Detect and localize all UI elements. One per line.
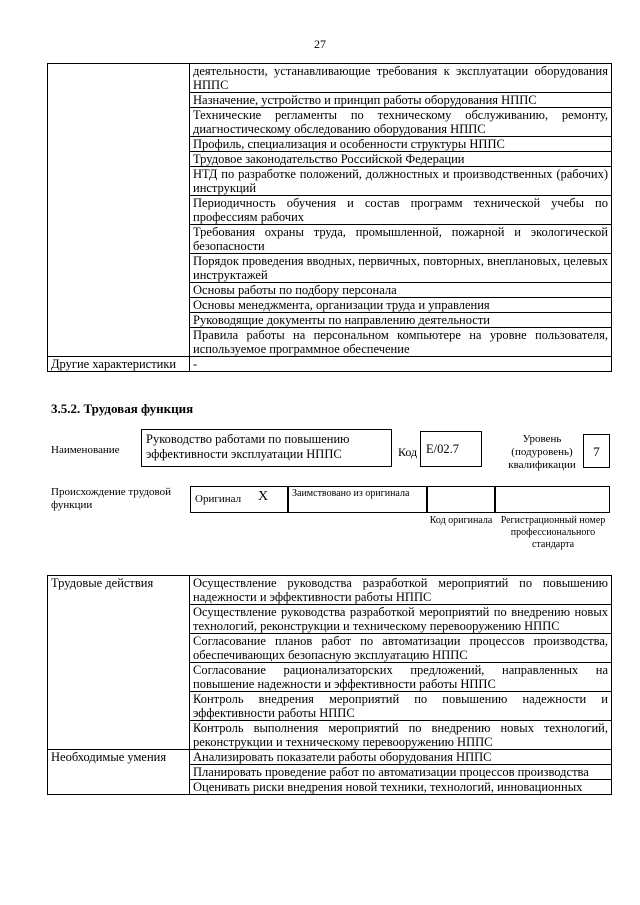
level-label: Уровень (подуровень) квалификации	[508, 433, 576, 471]
knowledge-item: Руководящие документы по направлению деятельности	[190, 313, 612, 328]
original-mark: X	[258, 489, 269, 504]
knowledge-item: Профиль, специализация и особенности структуры НППС	[190, 137, 612, 152]
required-skills-label: Необходимые умения	[48, 750, 190, 795]
labor-action: Осуществление руководства разработкой мероприятий по повышению надежности и эффективности работы НППС	[190, 576, 612, 605]
name-label: Наименование	[51, 444, 120, 456]
page-number: 27	[314, 37, 326, 51]
knowledge-item: Назначение, устройство и принцип работы оборудования НППС	[190, 93, 612, 108]
labor-action: Контроль выполнения мероприятий по внедрению новых технологий, реконструкции и техническому перевооружению НППС	[190, 721, 612, 750]
knowledge-item: Технические регламенты по техническому обслуживанию, ремонту, диагностическому обследованию оборудования НППС	[190, 108, 612, 137]
knowledge-item: деятельности, устанавливающие требования к эксплуатации оборудования НППС	[190, 64, 612, 93]
origin-divider-1	[287, 486, 289, 513]
knowledge-item: НТД по разработке положений, должностных и производственных (рабочих) инструкций	[190, 167, 612, 196]
labor-action: Согласование планов работ по автоматизации процессов производства, обеспечивающих безопасную эксплуатацию НППС	[190, 634, 612, 663]
other-characteristics-label: Другие характеристики	[48, 357, 190, 372]
table-row	[48, 750, 612, 765]
function-code: E/02.7	[420, 431, 482, 467]
origin-divider-2	[426, 486, 428, 513]
table-row	[48, 576, 612, 605]
knowledge-table	[47, 63, 612, 372]
required-skill: Планировать проведение работ по автоматизации процессов производства	[190, 765, 612, 780]
original-label: Оригинал	[195, 493, 242, 505]
knowledge-item: Порядок проведения вводных, первичных, повторных, внеплановых, целевых инструктажей	[190, 254, 612, 283]
origin-divider-3	[494, 486, 496, 513]
table-row	[48, 64, 612, 93]
section-title: 3.5.2. Трудовая функция	[51, 401, 194, 416]
knowledge-item: Требования охраны труда, промышленной, пожарной и экологической безопасности	[190, 225, 612, 254]
knowledge-item: Основы менеджмента, организации труда и управления	[190, 298, 612, 313]
labor-action: Согласование рационализаторских предложений, направленных на повышение надежности и эффективности работы НППС	[190, 663, 612, 692]
required-skill: Анализировать показатели работы оборудования НППС	[190, 750, 612, 765]
table-row	[48, 357, 612, 372]
knowledge-item: Основы работы по подбору персонала	[190, 283, 612, 298]
label-cell-empty	[48, 64, 190, 357]
reg-caption: Регистрационный номер профессионального стандарта	[500, 515, 606, 550]
code-caption: Код оригинала	[429, 515, 493, 526]
knowledge-item: Правила работы на персональном компьютере на уровне пользователя, используемое программное обеспечение	[190, 328, 612, 357]
level-value: 7	[583, 434, 610, 468]
borrowed-label: Заимствовано из оригинала	[292, 488, 410, 499]
labor-action: Контроль внедрения мероприятий по повышению надежности и эффективности работы НППС	[190, 692, 612, 721]
other-characteristics-value: -	[190, 357, 612, 372]
labor-actions-label: Трудовые действия	[48, 576, 190, 750]
knowledge-item: Трудовое законодательство Российской Федерации	[190, 152, 612, 167]
knowledge-item: Периодичность обучения и состав программ технической учебы по профессиям рабочих	[190, 196, 612, 225]
function-details-table	[47, 575, 612, 795]
origin-label: Происхождение трудовой функции	[51, 486, 172, 511]
function-name: Руководство работами по повышению эффективности эксплуатации НППС	[141, 429, 392, 467]
required-skill: Оценивать риски внедрения новой техники, технологий, инновационных	[190, 780, 612, 795]
code-label: Код	[398, 445, 418, 459]
labor-action: Осуществление руководства разработкой мероприятий по внедрению новых технологий, реконструкции и техническому перевооружению НППС	[190, 605, 612, 634]
